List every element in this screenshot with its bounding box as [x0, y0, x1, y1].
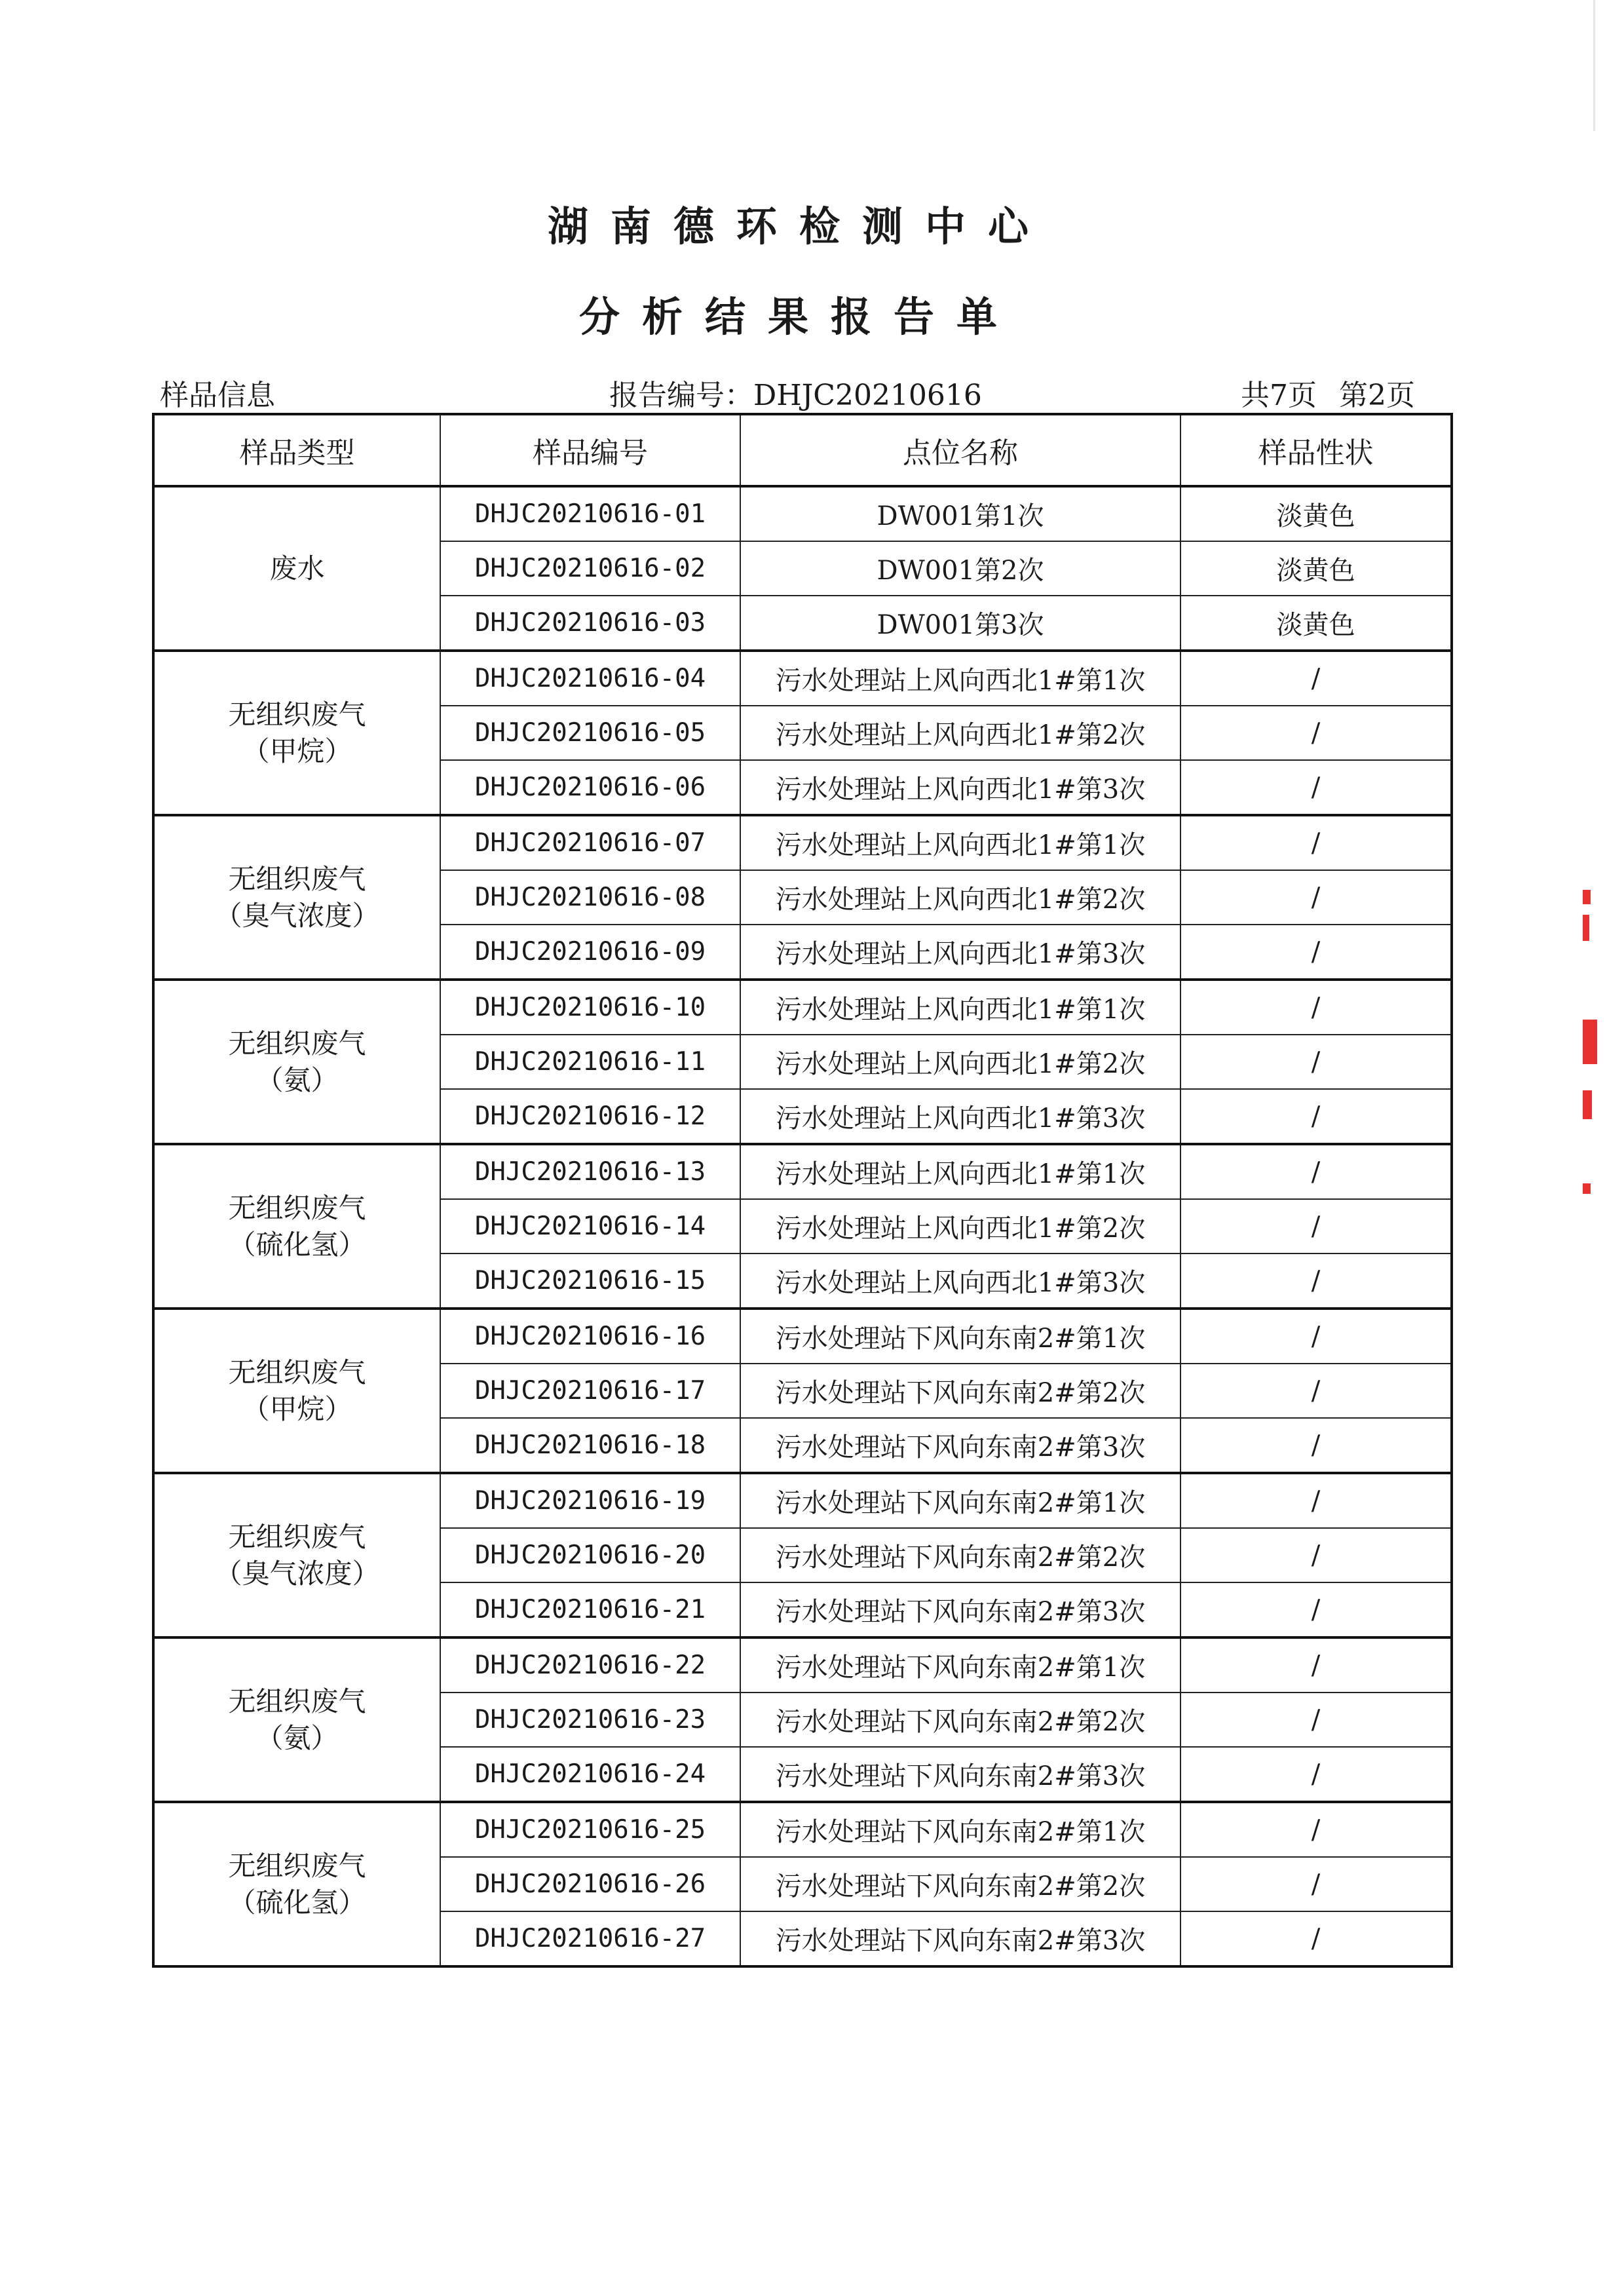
- sample-code-cell: DHJC20210616-21: [440, 1582, 740, 1637]
- sample-code-cell: DHJC20210616-09: [440, 925, 740, 980]
- sample-status-cell: /: [1180, 980, 1452, 1035]
- sample-status-cell: 淡黄色: [1180, 596, 1452, 651]
- table-row: [153, 980, 1452, 1035]
- point-name-cell: 污水处理站上风向西北1#第3次: [740, 1089, 1180, 1144]
- col-header-point-name: 点位名称: [740, 414, 1180, 486]
- sample-type-line: 无组织废气: [228, 698, 366, 731]
- point-name-cell: 污水处理站上风向西北1#第1次: [740, 980, 1180, 1035]
- sample-code-cell: DHJC20210616-08: [440, 870, 740, 925]
- sample-type-line: 废水: [269, 552, 325, 584]
- sample-status-cell: /: [1180, 1911, 1452, 1966]
- sample-code-cell: DHJC20210616-18: [440, 1418, 740, 1473]
- sample-status-cell: /: [1180, 1089, 1452, 1144]
- sample-code-cell: DHJC20210616-11: [440, 1035, 740, 1089]
- point-name-cell: 污水处理站下风向东南2#第1次: [740, 1473, 1180, 1528]
- point-name-cell: 污水处理站上风向西北1#第3次: [740, 925, 1180, 980]
- seal-fragment: [1583, 915, 1589, 941]
- sample-code-cell: DHJC20210616-01: [440, 486, 740, 541]
- seal-fragment: [1583, 1090, 1592, 1119]
- sample-status-cell: /: [1180, 1528, 1452, 1582]
- point-name-cell: 污水处理站下风向东南2#第3次: [740, 1747, 1180, 1802]
- sample-status-cell: /: [1180, 1802, 1452, 1857]
- sample-code-cell: DHJC20210616-27: [440, 1911, 740, 1966]
- seal-fragment: [1583, 890, 1591, 904]
- sample-status-cell: /: [1180, 706, 1452, 760]
- sample-code-cell: DHJC20210616-06: [440, 760, 740, 815]
- sample-type-cell: [153, 1309, 440, 1473]
- sample-info-label: 样品信息: [160, 379, 275, 412]
- table-row: [153, 1473, 1452, 1528]
- sample-type-line: 无组织废气: [228, 1520, 366, 1553]
- sample-code-cell: DHJC20210616-03: [440, 596, 740, 651]
- sample-code-cell: DHJC20210616-02: [440, 541, 740, 596]
- point-name-cell: 污水处理站下风向东南2#第2次: [740, 1364, 1180, 1418]
- sample-type-line: （硫化氢）: [228, 1228, 366, 1261]
- sample-code-cell: DHJC20210616-17: [440, 1364, 740, 1418]
- sample-code-cell: DHJC20210616-23: [440, 1693, 740, 1747]
- col-header-sample-code: 样品编号: [440, 414, 740, 486]
- sample-code-cell: DHJC20210616-14: [440, 1199, 740, 1253]
- sample-type-line: （氨）: [255, 1721, 339, 1754]
- col-header-sample-status: 样品性状: [1180, 414, 1452, 486]
- sample-code-cell: DHJC20210616-16: [440, 1309, 740, 1364]
- sample-type-line: （臭气浓度）: [214, 1557, 380, 1590]
- sample-status-cell: /: [1180, 1144, 1452, 1199]
- total-pages: 共7页: [1241, 379, 1317, 412]
- sample-status-cell: /: [1180, 870, 1452, 925]
- current-page: 第2页: [1339, 379, 1415, 412]
- point-name-cell: 污水处理站下风向东南2#第3次: [740, 1582, 1180, 1637]
- sample-code-cell: DHJC20210616-19: [440, 1473, 740, 1528]
- sample-status-cell: /: [1180, 1857, 1452, 1911]
- sample-status-cell: /: [1180, 1637, 1452, 1693]
- sample-code-cell: DHJC20210616-24: [440, 1747, 740, 1802]
- table-row: [153, 1802, 1452, 1857]
- sample-type-line: 无组织废气: [228, 1356, 366, 1388]
- sample-status-cell: /: [1180, 1364, 1452, 1418]
- sample-status-cell: /: [1180, 1582, 1452, 1637]
- point-name-cell: 污水处理站上风向西北1#第2次: [740, 870, 1180, 925]
- report-number: 报告编号：DHJC20210616: [609, 379, 982, 412]
- sample-code-cell: DHJC20210616-15: [440, 1253, 740, 1309]
- sample-type-line: 无组织废气: [228, 1849, 366, 1882]
- sample-status-cell: /: [1180, 1473, 1452, 1528]
- sample-status-cell: /: [1180, 760, 1452, 815]
- sample-type-line: （硫化氢）: [228, 1886, 366, 1919]
- sample-status-cell: /: [1180, 1199, 1452, 1253]
- sample-code-cell: DHJC20210616-13: [440, 1144, 740, 1199]
- table-row: [153, 815, 1452, 870]
- page-indicator: [1241, 372, 1415, 413]
- sample-code-cell: DHJC20210616-20: [440, 1528, 740, 1582]
- sample-type-cell: [153, 1144, 440, 1309]
- sample-status-cell: /: [1180, 925, 1452, 980]
- sample-type-line: （甲烷）: [242, 1392, 352, 1425]
- point-name-cell: 污水处理站上风向西北1#第3次: [740, 1253, 1180, 1309]
- sample-type-line: 无组织废气: [228, 862, 366, 895]
- sample-status-cell: /: [1180, 651, 1452, 706]
- point-name-cell: 污水处理站上风向西北1#第2次: [740, 1199, 1180, 1253]
- sample-status-cell: /: [1180, 1035, 1452, 1089]
- org-name: 湖南德环检测中心: [547, 202, 1051, 250]
- sample-code-cell: DHJC20210616-05: [440, 706, 740, 760]
- sample-status-cell: /: [1180, 1253, 1452, 1309]
- report-title: 分析结果报告单: [578, 293, 1019, 341]
- results-table: [152, 413, 1453, 1968]
- sample-type-cell: [153, 1473, 440, 1637]
- sample-status-cell: /: [1180, 1309, 1452, 1364]
- sample-type-cell: [153, 486, 440, 651]
- point-name-cell: 污水处理站下风向东南2#第1次: [740, 1637, 1180, 1693]
- point-name-cell: DW001第1次: [740, 486, 1180, 541]
- sample-code-cell: DHJC20210616-04: [440, 651, 740, 706]
- sample-type-cell: [153, 980, 440, 1144]
- point-name-cell: 污水处理站上风向西北1#第2次: [740, 706, 1180, 760]
- scan-edge-line: [1593, 0, 1595, 131]
- point-name-cell: 污水处理站下风向东南2#第2次: [740, 1857, 1180, 1911]
- seal-fragment: [1583, 1020, 1597, 1064]
- table-header-row: [153, 414, 1452, 486]
- sample-type-cell: [153, 1637, 440, 1802]
- sample-type-line: （臭气浓度）: [214, 899, 380, 932]
- sample-code-cell: DHJC20210616-22: [440, 1637, 740, 1693]
- point-name-cell: 污水处理站上风向西北1#第3次: [740, 760, 1180, 815]
- col-header-sample-type: 样品类型: [153, 414, 440, 486]
- sample-status-cell: /: [1180, 1418, 1452, 1473]
- point-name-cell: 污水处理站下风向东南2#第2次: [740, 1528, 1180, 1582]
- table-row: [153, 486, 1452, 541]
- point-name-cell: 污水处理站上风向西北1#第2次: [740, 1035, 1180, 1089]
- sample-code-cell: DHJC20210616-26: [440, 1857, 740, 1911]
- table-row: [153, 1637, 1452, 1693]
- point-name-cell: 污水处理站下风向东南2#第3次: [740, 1418, 1180, 1473]
- point-name-cell: 污水处理站下风向东南2#第3次: [740, 1911, 1180, 1966]
- sample-type-line: 无组织废气: [228, 1191, 366, 1224]
- point-name-cell: 污水处理站上风向西北1#第1次: [740, 651, 1180, 706]
- sample-code-cell: DHJC20210616-12: [440, 1089, 740, 1144]
- point-name-cell: DW001第3次: [740, 596, 1180, 651]
- sample-status-cell: 淡黄色: [1180, 486, 1452, 541]
- sample-type-line: 无组织废气: [228, 1027, 366, 1060]
- sample-status-cell: /: [1180, 1693, 1452, 1747]
- table-row: [153, 651, 1452, 706]
- sample-status-cell: 淡黄色: [1180, 541, 1452, 596]
- point-name-cell: 污水处理站上风向西北1#第1次: [740, 815, 1180, 870]
- point-name-cell: 污水处理站上风向西北1#第1次: [740, 1144, 1180, 1199]
- sample-type-line: 无组织废气: [228, 1685, 366, 1717]
- sample-status-cell: /: [1180, 815, 1452, 870]
- point-name-cell: 污水处理站下风向东南2#第1次: [740, 1309, 1180, 1364]
- sample-type-cell: [153, 1802, 440, 1966]
- sample-code-cell: DHJC20210616-25: [440, 1802, 740, 1857]
- seal-fragment: [1583, 1183, 1591, 1194]
- sample-status-cell: /: [1180, 1747, 1452, 1802]
- sample-code-cell: DHJC20210616-07: [440, 815, 740, 870]
- sample-type-line: （氨）: [255, 1063, 339, 1096]
- sample-code-cell: DHJC20210616-10: [440, 980, 740, 1035]
- point-name-cell: 污水处理站下风向东南2#第1次: [740, 1802, 1180, 1857]
- table-row: [153, 1144, 1452, 1199]
- point-name-cell: DW001第2次: [740, 541, 1180, 596]
- sample-type-cell: [153, 815, 440, 980]
- sample-type-line: （甲烷）: [242, 735, 352, 767]
- sample-type-cell: [153, 651, 440, 815]
- point-name-cell: 污水处理站下风向东南2#第2次: [740, 1693, 1180, 1747]
- table-row: [153, 1309, 1452, 1364]
